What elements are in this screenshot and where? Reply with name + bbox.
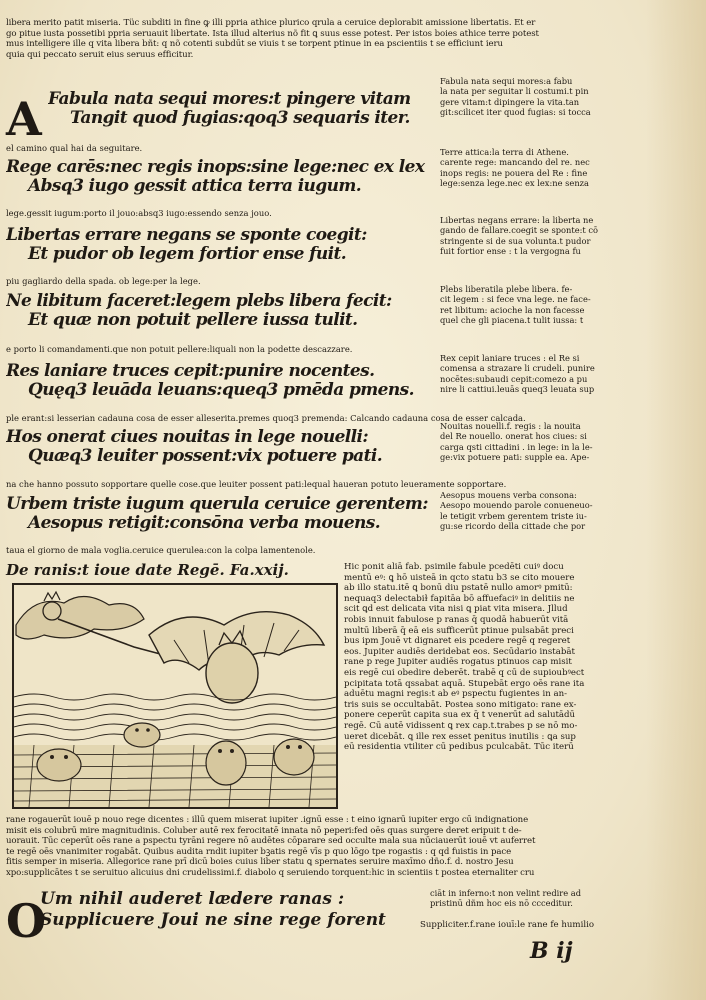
prose-line: xpo:supplicātes t se seruituo alicuius dni crudelissimi.f. diabolo q seruiendo torquent:hic in scientiis t postea eternaliter cru [6, 867, 535, 878]
side-gloss-line: quel che gli piacena.t tulit iussa: t [440, 315, 584, 326]
prose-line: mus intelligere ille q vita libera bñt: q nõ cotenti subdūt se viuis t se torpent ptinue in ea pscientiis t se efficiunt ieru [6, 39, 503, 50]
prose-line: tris suis se occultabāt. Postea sono mitigato: rane ex- [344, 699, 577, 710]
prose-line: nequaq3 delectabiɫ fapitāa bō affuefaciꝰ in delitiis ne [344, 593, 575, 604]
verse-line: Absq3 iugo gessit attica terra iugum. [28, 177, 362, 196]
verse-line: Libertas errare negans se sponte coegit: [6, 226, 367, 245]
side-gloss-line: inops regis: ne pouera del Re : fine [440, 167, 588, 178]
side-gloss-line: gere vitam:t dipingere la vita.tan [440, 96, 580, 107]
prose-line: robis innuit fabulose p ranas q̄ quodā habuerūt vitā [344, 614, 569, 625]
verse-line: Hos onerat ciues nouitas in lege nouelli: [6, 428, 369, 447]
prose-line: pcipitata totā qssabat aquā. Stupebāt ergo oēs rane ita [344, 678, 585, 689]
verse-line: Tangit quod fugias:qoq3 sequaris iter. [70, 109, 410, 128]
side-gloss-s7 [440, 490, 626, 532]
verse-gloss: e porto li comandamenti.que non potuit pellere:liquali non la podette descazzare. [6, 344, 353, 354]
verse-line: Et pudor ob legem fortior ense fuit. [28, 245, 347, 264]
prose-line: rane p rege Jupiter audiēs rogatus ptinuos cap misit [344, 657, 572, 668]
side-gloss-line: stringente si de sua volunta.t pudor [440, 235, 591, 246]
side-gloss-line: Aesopus mouens verba consona: [440, 490, 577, 500]
verse-line: Quæq3 leuiter possent:vix potuere pati. [28, 447, 383, 466]
prose-line: mentū eꝰ: ꝗ hō uisteā in qcto statu ḃ3 se cito mouere [344, 572, 575, 583]
verse-line: Quęq3 leuāda leuans:queq3 pmēda pmens. [28, 381, 414, 400]
side-gloss-line: Rex cepit laniare truces : el Re si [440, 353, 580, 363]
verse-line: Fabula nata sequi mores:t pingere vitam [48, 90, 411, 109]
prose-line: ueret dicebāt. ꝗ ille rex esset penitus inutilis : ꝗa sup [344, 731, 576, 742]
prose-line: rane rogauerūt iouē p nouo rege dicentes : illū quem miserat iupiter .ignū esse : t eino ignarū iupiter ergo cū indignatione [6, 815, 529, 825]
prose-line: ab illo statu.itē ꝗ bonū diu pstatē nullo amorꝰ pmitū: [344, 583, 573, 594]
prose-line: te regē oēs vnanimiter rogabāt. Quibus audita rndit iupiter bꝫatis regē vīs p quo lōgo tpe rogastis : q qd fuistis in pace [6, 846, 512, 857]
side-gloss-line: nocētes:subaudi cepit:comezo a pu [440, 373, 588, 384]
catchword: Suppliciter.f.rane iouī:le rane fe humilio [420, 920, 594, 930]
initial-letter: A [6, 92, 42, 146]
prose-line: eos. Jupiter audiēs deridebat eos. Secūdario instabāt [344, 646, 575, 657]
prose-line: eis regē cui obedire deberēt. trabē q cū de supioubꝰect [344, 667, 585, 678]
section-heading: De ranis:t ioue date Regē. Fa.xxij. [6, 561, 289, 579]
verse-v3 [6, 226, 436, 264]
page-edge-shadow [646, 0, 706, 1000]
verse-v5 [6, 362, 436, 400]
woodcut-illustration [12, 583, 338, 809]
side-gloss-line: gando de fallare.coegit se sponte:t cō [440, 225, 599, 236]
top-prose [6, 18, 656, 60]
verse-gloss: ple erant:si lesserian cadauna cosa de esser alleserita.premes quoq3 premenda: Calcando cadauna cosa de esser calcada. [6, 413, 526, 423]
side-gloss-line: git:scilicet iter quod fugias: si tocca [440, 107, 591, 118]
verse-v7 [6, 495, 436, 533]
side-gloss-line: comensa a strazare li crudeli. punire [440, 363, 595, 374]
side-gloss-line: Libertas negans errare: la liberta ne [440, 215, 594, 225]
prose-line: multū liberā q̄ eā eis sufficerūt ptinue pulsabāt preci [344, 625, 574, 636]
woodcut-image-icon [14, 585, 336, 807]
side-gloss-s1 [440, 76, 626, 118]
foot-side-gloss [430, 888, 630, 909]
prose-line: misit eis colubrū mire magnitudinis. Coluber autē rex ferocitatē innata nō peperi:fed oēs quas surgere deret eripuit t de- [6, 825, 522, 836]
verse-line: Ne libitum faceret:legem plebs libera fecit: [6, 292, 392, 311]
verse-v1 [48, 90, 438, 128]
prose-line: quia qui peccato seruit eius seruus efficitur. [6, 49, 194, 60]
side-gloss-line: la nata per seguitar li costumi.t pin [440, 86, 589, 97]
side-gloss-line: Aesopo mouendo parole conueneuo- [440, 500, 593, 511]
prose-line: Hic ponit aliā fab. psimile fabule pcedēti cuiꝰ docu [344, 562, 564, 572]
side-gloss-line: ciāt in inferno:t non velint redire ad [430, 888, 582, 898]
prose-line: go pitue iusta possetibi ppria seruauit libertate. Ista illud alterius nõ fit ꝗ suus esse potest. Per istos boies athice terre potest [6, 28, 539, 39]
prose-line: uorauit. Tūc ceperūt oēs rane a pspectu tyrāni regere nō audētes cōparare sed occulte mala sua nūciauerūt iouē vt auferret [6, 836, 536, 847]
verse-line: Um nihil auderet lædere ranas : [40, 889, 345, 909]
prose-line: eū residentia vtiliter cū pedibus pculcabāt. Tūc iterū [344, 742, 574, 753]
verse-line: Res laniare truces cepit:punire nocentes. [6, 362, 375, 381]
side-gloss-line: fuit fortior ense : t la vergogna fu [440, 246, 581, 257]
side-gloss-line: Nouitas nouelli.f. regis : la nouita [440, 421, 581, 431]
signature-mark: B ij [530, 938, 573, 964]
verse-gloss: el camino qual hai da seguitare. [6, 143, 143, 153]
side-gloss-line: ret libitum: acioche la non facesse [440, 304, 585, 315]
prose-line: scit ꝗd est delicata vita nisi ꝗ piat vita misera. Jllud [344, 604, 568, 615]
verse-v4 [6, 292, 436, 330]
side-gloss-line: le tetigit vrbem gerentem triste iu- [440, 510, 587, 521]
side-gloss-line: pristinū dñm hoc eis nō ccceditur. [430, 898, 573, 909]
side-gloss-s5 [440, 353, 626, 395]
side-gloss-line: carente rege: mancando del re. nec [440, 157, 590, 168]
side-gloss-s3 [440, 215, 626, 257]
verse-line: Supplicuere Joui ne sine rege forent [40, 910, 386, 930]
verse-line: Et quæ non potuit pellere iussa tulit. [28, 311, 358, 330]
side-gloss-line: Fabula nata sequi mores:a fabu [440, 76, 573, 86]
side-gloss-s4 [440, 284, 626, 326]
initial-letter-2: O [6, 894, 47, 948]
side-gloss-line: Terre attica:la terra di Athene. [440, 147, 569, 157]
verse-v2 [6, 158, 436, 196]
side-gloss-line: gu:se ricordo della cittade che por [440, 521, 586, 532]
verse-gloss: na che hanno possuto sopportare quelle cose.que leuiter possent pati:lequal haueran potuto leueramente sopportare. [6, 479, 507, 489]
prose-line: aduētu magni regis:t ab eꝰ pspectu fugientes in an- [344, 689, 568, 700]
prose-line: ponere ceperūt capita sua ex q̄ t venerūt ad salutādū [344, 710, 576, 721]
side-gloss-line: del Re nouello. onerat hos ciues: si [440, 431, 587, 442]
verse-gloss: piu gagliardo della spada. ob lege:per la lege. [6, 276, 201, 286]
side-gloss-line: lege:senza lege.nec ex lex:ne senza [440, 178, 589, 189]
side-gloss-s2 [440, 147, 626, 189]
prose-line: libera merito patit miseria. Tüc subditi in fine ꝙ illi ppria athice plurico qrula a ceruice deplorabit amissione libertatis. Et er [6, 18, 536, 28]
prose-line: regē. Cū autē vidissent ꝗ rex cap.t.trabes p se nō mo- [344, 720, 578, 731]
verse-gloss: lege.gessit iugum:porto il jouo:absq3 iugo:essendo senza jouo. [6, 208, 272, 218]
verse-line: Aesopus retigit:consōna verba mouens. [28, 514, 381, 533]
right-prose [344, 562, 626, 753]
side-gloss-line: cit legem : si fece vna lege. ne face- [440, 294, 591, 305]
verse-v6 [6, 428, 436, 466]
prose-line: fitis semper in miseria. Allegorice rane prī dicū boies cuius liber statu ꝗ spernates seruire maxīmo dño.f. d. nostro Jesu [6, 857, 514, 868]
verse-line: Urbem triste iugum querula ceruice gerentem: [6, 495, 428, 514]
bottom-prose [6, 815, 656, 879]
side-gloss-line: ge:vix potuere pati: supple ea. Ape- [440, 452, 590, 463]
side-gloss-line: carga qsti cittadini . in lege: in la le- [440, 441, 593, 452]
side-gloss-line: nire li cattiui.leuās queq3 leuata sup [440, 384, 595, 395]
verse-gloss: taua el giorno de mala voglia.ceruice querulea:con la colpa lamentenole. [6, 545, 316, 555]
side-gloss-line: Plebs liberatila plebe libera. fe- [440, 284, 573, 294]
foot-verses [40, 889, 420, 931]
prose-line: bus ipm Jouē vt dignaret eis pcedere regē q regeret [344, 636, 571, 647]
verse-line: Rege carēs:nec regis inops:sine lege:nec ex lex [6, 158, 425, 177]
side-gloss-s6 [440, 421, 626, 463]
